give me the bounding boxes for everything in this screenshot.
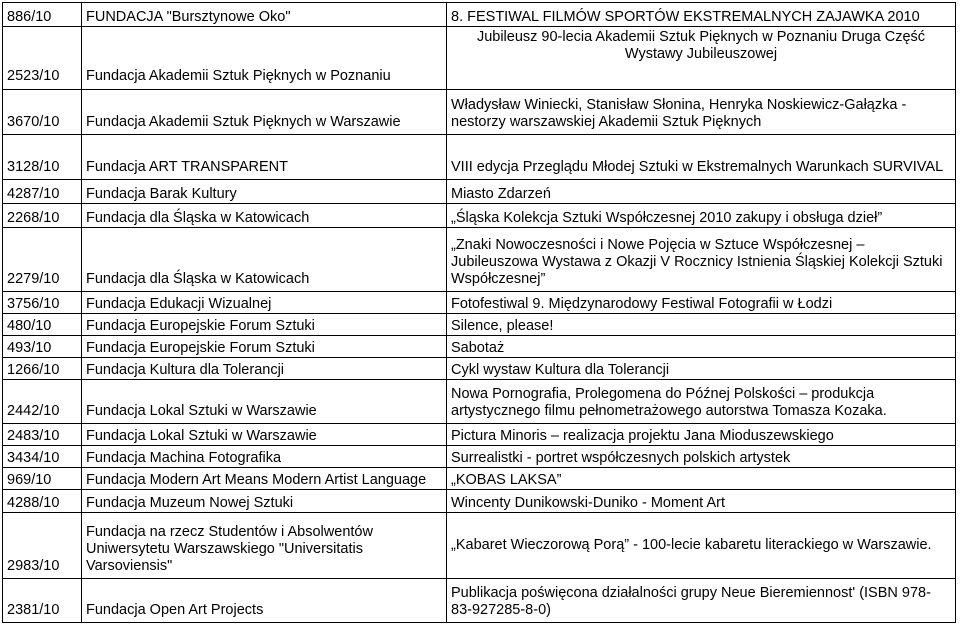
table-row <box>3 336 956 358</box>
row-id: 2983/10 <box>3 512 82 578</box>
table-row <box>3 313 956 335</box>
row-foundation: Fundacja dla Śląska w Katowicach <box>82 203 447 227</box>
row-foundation: Fundacja ART TRANSPARENT <box>82 135 447 179</box>
row-project: Sabotaż <box>447 336 956 358</box>
table-row <box>3 468 956 490</box>
row-project: Publikacja poświęcona działalności grupy Neue Bieremiennost' (ISBN 978-83-927285-8-0) <box>447 578 956 622</box>
row-project: VIII edycja Przeglądu Młodej Sztuki w Ekstremalnych Warunkach SURVIVAL <box>447 135 956 179</box>
row-id: 3756/10 <box>3 291 82 313</box>
row-foundation: Fundacja Akademii Sztuk Pięknych w Poznaniu <box>82 27 447 90</box>
row-foundation: Fundacja Akademii Sztuk Pięknych w Warszawie <box>82 90 447 135</box>
table-row <box>3 179 956 203</box>
row-project: 8. FESTIWAL FILMÓW SPORTÓW EKSTREMALNYCH ZAJAWKA 2010 <box>447 3 956 27</box>
row-project: „Kabaret Wieczorową Porą” - 100-lecie kabaretu literackiego w Warszawie. <box>447 512 956 578</box>
row-foundation: Fundacja Modern Art Means Modern Artist Language <box>82 468 447 490</box>
table-row <box>3 3 956 27</box>
row-id: 969/10 <box>3 468 82 490</box>
row-id: 4287/10 <box>3 179 82 203</box>
table-row <box>3 227 956 291</box>
table-row <box>3 203 956 227</box>
row-project: „KOBAS LAKSA” <box>447 468 956 490</box>
row-project: „Znaki Nowoczesności i Nowe Pojęcia w Sztuce Współczesnej – Jubileuszowa Wystawa z Okazji V Rocznicy Istnienia Śląskiej Kolekcji Sztuki Współczesnej” <box>447 227 956 291</box>
table-row <box>3 446 956 468</box>
table-row <box>3 512 956 578</box>
table-row <box>3 578 956 622</box>
row-foundation: Fundacja dla Śląska w Katowicach <box>82 227 447 291</box>
row-id: 2523/10 <box>3 27 82 90</box>
row-id: 2483/10 <box>3 424 82 446</box>
row-project: Nowa Pornografia, Prolegomena do Późnej Polskości – produkcja artystycznego filmu pełnometrażowego autorstwa Tomasza Kozaka. <box>447 380 956 424</box>
row-foundation: Fundacja Europejskie Forum Sztuki <box>82 313 447 335</box>
table-row <box>3 380 956 424</box>
row-foundation: Fundacja Lokal Sztuki w Warszawie <box>82 424 447 446</box>
row-foundation: Fundacja Edukacji Wizualnej <box>82 291 447 313</box>
row-foundation: FUNDACJA "Bursztynowe Oko" <box>82 3 447 27</box>
table-row <box>3 424 956 446</box>
row-id: 2268/10 <box>3 203 82 227</box>
table-row <box>3 490 956 512</box>
grants-table <box>2 2 956 623</box>
row-project: „Śląska Kolekcja Sztuki Współczesnej 2010 zakupy i obsługa dzieł” <box>447 203 956 227</box>
row-project: Cykl wystaw Kultura dla Tolerancji <box>447 358 956 380</box>
row-foundation: Fundacja Europejskie Forum Sztuki <box>82 336 447 358</box>
row-foundation: Fundacja Open Art Projects <box>82 578 447 622</box>
row-foundation: Fundacja Kultura dla Tolerancji <box>82 358 447 380</box>
table-row <box>3 358 956 380</box>
table-row <box>3 135 956 179</box>
row-id: 480/10 <box>3 313 82 335</box>
row-project: Jubileusz 90-lecia Akademii Sztuk Pięknych w Poznaniu Druga Część Wystawy Jubileuszowej <box>447 27 956 90</box>
row-project: Surrealistki - portret współczesnych polskich artystek <box>447 446 956 468</box>
row-id: 493/10 <box>3 336 82 358</box>
row-project: Wincenty Dunikowski-Duniko - Moment Art <box>447 490 956 512</box>
row-id: 886/10 <box>3 3 82 27</box>
row-id: 3670/10 <box>3 90 82 135</box>
row-id: 2381/10 <box>3 578 82 622</box>
row-project: Pictura Minoris – realizacja projektu Jana Mioduszewskiego <box>447 424 956 446</box>
row-id: 1266/10 <box>3 358 82 380</box>
row-foundation: Fundacja na rzecz Studentów i Absolwentów Uniwersytetu Warszawskiego "Universitatis Varsoviensis" <box>82 512 447 578</box>
row-id: 3128/10 <box>3 135 82 179</box>
row-project: Miasto Zdarzeń <box>447 179 956 203</box>
row-foundation: Fundacja Machina Fotografika <box>82 446 447 468</box>
row-id: 2279/10 <box>3 227 82 291</box>
table-row <box>3 291 956 313</box>
row-foundation: Fundacja Barak Kultury <box>82 179 447 203</box>
row-project: Fotofestiwal 9. Międzynarodowy Festiwal Fotografii w Łodzi <box>447 291 956 313</box>
table-row <box>3 90 956 135</box>
row-id: 3434/10 <box>3 446 82 468</box>
row-project: Silence, please! <box>447 313 956 335</box>
row-foundation: Fundacja Lokal Sztuki w Warszawie <box>82 380 447 424</box>
row-foundation: Fundacja Muzeum Nowej Sztuki <box>82 490 447 512</box>
table-row <box>3 27 956 90</box>
grants-table-body <box>3 3 956 623</box>
row-id: 2442/10 <box>3 380 82 424</box>
row-project: Władysław Winiecki, Stanisław Słonina, Henryka Noskiewicz-Gałązka - nestorzy warszawskiej Akademii Sztuk Pięknych <box>447 90 956 135</box>
row-id: 4288/10 <box>3 490 82 512</box>
